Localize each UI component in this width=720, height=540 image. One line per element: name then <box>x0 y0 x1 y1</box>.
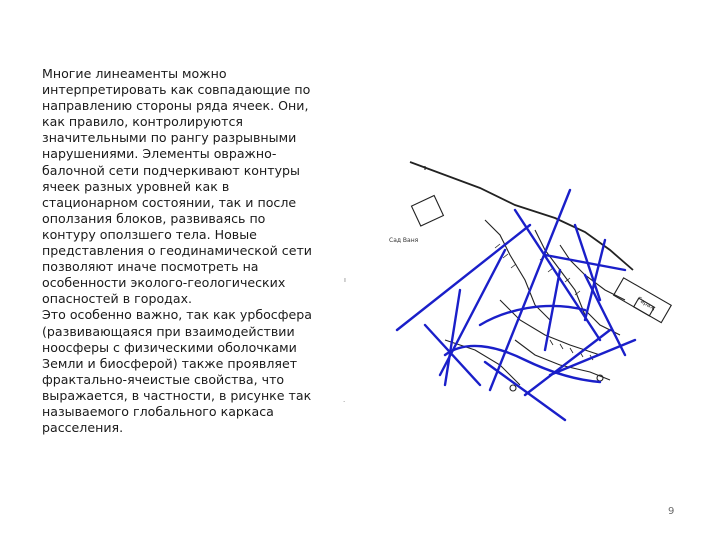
text-line: особенности эколого-геологических <box>42 275 286 291</box>
text-line: Это особенно важно, так как урбосфера <box>42 307 312 323</box>
lineament-map <box>385 150 675 430</box>
text-line: расселения. <box>42 420 124 436</box>
paragraph-1 <box>40 66 358 307</box>
text-line: ноосферы с физическими оболочками <box>42 339 297 355</box>
lineament-line <box>550 340 635 375</box>
text-line: позволяют иначе посмотреть на <box>42 259 259 275</box>
lineament-line <box>515 210 600 340</box>
stray-mark: ı <box>344 276 346 284</box>
text-line: (развивающаяся при взаимодействии <box>42 323 295 339</box>
text-line: ячеек разных уровней как в <box>42 178 230 194</box>
ravine-7 <box>585 310 620 335</box>
lineament-line <box>525 330 610 395</box>
text-line: фрактально-ячеистые свойства, что <box>42 371 285 387</box>
body-text <box>40 66 358 436</box>
text-line: значительными по рангу разрывными <box>42 130 297 146</box>
text-line: как правило, контролируются <box>42 114 243 130</box>
well-marker <box>510 385 516 391</box>
text-line: называемого глобального каркаса <box>42 403 274 419</box>
lineament-line <box>445 290 460 385</box>
page-number: 9 <box>668 506 675 517</box>
map-label-garden: Сад Ваня <box>389 237 419 244</box>
text-line: контуру оползшего тела. Новые <box>42 226 257 242</box>
text-line: направлению стороны ряда ячеек. Они, <box>42 98 309 114</box>
lineaments <box>397 190 635 420</box>
building-left <box>411 196 443 227</box>
text-line: Многие линеаменты можно <box>42 66 227 81</box>
text-line: стационарном состоянии, так и после <box>42 194 297 210</box>
text-line: Земли и биосферой) также проявляет <box>42 355 298 371</box>
text-line: балочной сети подчеркивают контуры <box>42 162 300 178</box>
lineament-line <box>490 190 570 390</box>
text-line: представления о геодинамической сети <box>42 243 312 259</box>
lineament-line <box>585 275 625 355</box>
text-line: оползания блоков, развиваясь по <box>42 210 266 226</box>
text-line: нарушениями. Элементы овражно- <box>42 146 277 162</box>
lineament-curve <box>480 306 585 325</box>
stray-mark: · <box>343 398 346 406</box>
text-line: интерпретировать как совпадающие по <box>42 82 311 98</box>
text-line: выражается, в частности, в рисунке так <box>42 387 312 403</box>
map-label-garage: Гараж <box>635 295 657 313</box>
paragraph-2 <box>40 307 358 436</box>
text-line: опасностей в городах. <box>42 291 193 307</box>
